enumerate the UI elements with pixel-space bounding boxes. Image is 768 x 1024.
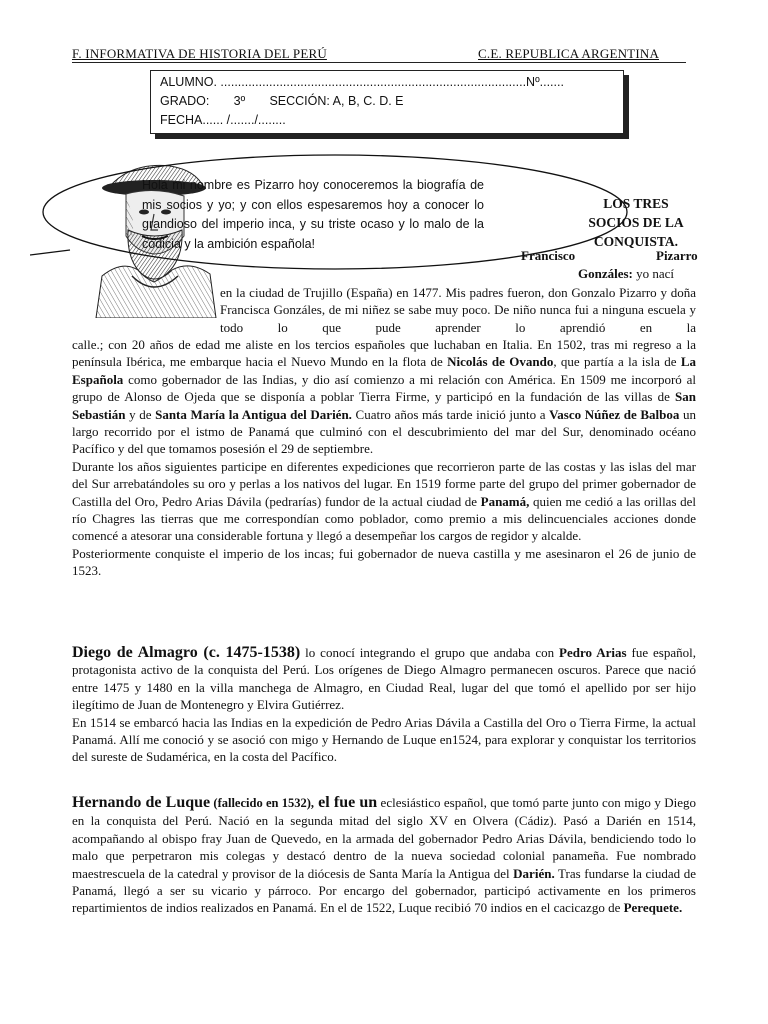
pizarro-text-2: calle.; con 20 años de edad me aliste en los tercios españoles que luchaban en Italia. En 1502, tras mi regreso a la península Ibérica, me embarque hacia el Nuevo Mundo en la flota de <box>72 337 696 370</box>
darien-name: Darién. <box>513 865 555 881</box>
almagro-name: Diego de Almagro (c. 1475-1538) <box>72 644 301 661</box>
santa-maria-name: Santa María la Antigua del Darién. <box>155 406 352 422</box>
student-info-box <box>150 70 624 134</box>
pizarro-text-7: un largo recorrido por el istmo de Panamá que culminó con el descubrimiento del mar del Sur, denominado océano Pacífico y del que tomamos posesión el 29 de septiembre. <box>72 406 697 457</box>
panama-name: Panamá, <box>480 493 530 509</box>
pizarro-biography <box>72 336 696 580</box>
title-line-2: SOCIOS DE LA <box>588 215 684 230</box>
balloon-text: Hola mi nombre es Pizarro hoy conoceremos la biografía de mis socios y yo; y con ellos espesaremos hoy a conocer lo grandioso del imperio inca, y su triste ocaso y lo malo de la codicia y la ambición española! <box>142 178 484 251</box>
pizarro-paragraph-3: Posteriormente conquiste el imperio de los incas; fui gobernador de nueva castilla y me asesinaron el 26 de junio de 1523. <box>72 545 696 579</box>
pizarro-name-second: Gonzáles: <box>578 266 633 281</box>
pizarro-paragraph-1 <box>72 336 696 458</box>
almagro-paragraph-2: En 1514 se embarcó hacia las Indias en la expedición de Pedro Arias Dávila a Castilla del Oro o Tierra Firme, la actual Panamá. Allí me conoció y se asoció con migo y Hernando de Luque en1524, para explorar y conquistar los territorios del sureste de Sudamérica, en la costa del Pacífico. <box>72 714 696 765</box>
luque-intro: el fue un <box>314 794 378 811</box>
luque-paragraph <box>72 794 696 917</box>
perequete-name: Perequete. <box>623 900 683 916</box>
pizarro-text-6: Cuatro años más tarde inició junto a <box>351 406 550 422</box>
header-right-school: C.E. REPUBLICA ARGENTINA <box>478 46 660 61</box>
header-rule <box>72 62 686 63</box>
pizarro-text-8: Durante los años siguientes participe en diferentes expediciones que recorrieron parte de las costas y las islas del mar del Sur arrebatándoles su oro y perlas a los nativos del lugar. En 1519 forme parte del grupo del primer gobernador de Castilla del Oro, Pedro Arias Dávila (pedrarías) fundor de la actual ciudad de <box>72 458 696 509</box>
luque-section <box>72 794 696 917</box>
pizarro-name-first: Francisco <box>521 248 576 263</box>
page-title <box>575 194 697 251</box>
header-left-title: F. INFORMATIVA DE HISTORIA DEL PERÚ <box>72 46 327 61</box>
pizarro-text-4: como gobernador de las Indias, y dio así comienzo a mi relación con América. En 1509 me incorporó al grupo de Alonso de Ojeda que se disponía a poblar Tierra Firme, y participó en la fundación de las villas de <box>72 371 696 405</box>
pizarro-paragraph-2 <box>72 458 696 545</box>
luque-name: Hernando de Luque <box>72 794 211 811</box>
ovando-name: Nicolás de Ovando <box>447 354 554 370</box>
title-line-3: CONQUISTA. <box>593 234 679 249</box>
pizarro-text-5: y de <box>125 406 156 422</box>
pizarro-paragraph-intro <box>220 284 696 336</box>
almagro-section <box>72 644 696 766</box>
la-espanola-name: La Española <box>72 354 696 387</box>
san-sebastian-name: San Sebastián <box>72 389 696 422</box>
luque-text-2: Tras fundarse la ciudad de Panamá, llegó a ser su vicario y párroco. Por encargo del gobernador, participó activamente en los primeros repartimientos de indios realizados en Panamá. En el de 1522, Luque recibió 70 indios en el cacicazgo de <box>72 865 697 916</box>
luque-text-1: eclesiástico español, que tomó parte junto con migo y Diego en la conquista del Perú. Nació en la segunda mitad del siglo XV en Olvera (Cádiz). Pasó a Darién en 1514, acompañando al obispo fray Juan de Quevedo, en la armada del gobernador Pedro Arias Dávila, bendiciendo todo lo malo que perpetraron mis colegas y destacó dentro de la nueva sociedad colonial panameña. Fue nombrado maestrescuela de la catedral y provisor de la diócesis de Santa María la Antigua del <box>72 795 696 881</box>
almagro-text-2: fue español, protagonista activo de la conquista del Perú. Los orígenes de Diego Almagro permanecen oscuros. Parece que nació entre 1475 y 1480 en la villa manchega de Almagro, en Ciudad Real, lugar del que tomó el apellido por ser hijo ilegítimo de Juan de Montenegro y Elvira Gutiérrez. <box>72 645 696 713</box>
almagro-text-1: lo conocí integrando el grupo que andaba con <box>300 645 560 660</box>
pizarro-name-last: Pizarro <box>656 248 698 263</box>
balboa-name: Vasco Núñez de Balboa <box>549 406 680 422</box>
pizarro-text-9: quien me cedió a las orillas del río Chagres las tierras que me correspondían como poblador, como premio a mis delincuenciales acciones donde comencé a atesorar una considerable fortuna y llegó a desempeñar los cargos de regidor y alcalde. <box>72 493 696 544</box>
pizarro-text-1: en la ciudad de Trujillo (España) en 1477. Mis padres fueron, don Gonzalo Pizarro y doña Francisca Gonzáles, de mi niñez se sabe muy poco. De niño nunca fui a ninguna escuela y todo lo que pude aprender lo aprendió en la <box>220 285 696 335</box>
title-line-1: LOS TRES <box>603 196 669 211</box>
pedro-arias-name: Pedro Arias <box>559 645 627 660</box>
student-name-line: ALUMNO. ........................................................................................Nº....... <box>160 75 564 89</box>
pizarro-text-3: , que partía a la isla de <box>553 354 681 370</box>
pizarro-intro-line <box>578 266 674 282</box>
grade-section-line: GRADO: 3º SECCIÓN: A, B, C. D. E <box>160 94 404 108</box>
luque-dates: (fallecido en 1532), <box>210 796 315 810</box>
date-line: FECHA...... /......./........ <box>160 113 286 127</box>
almagro-paragraph-1 <box>72 644 696 714</box>
pizarro-intro-text: yo nací <box>636 266 675 281</box>
